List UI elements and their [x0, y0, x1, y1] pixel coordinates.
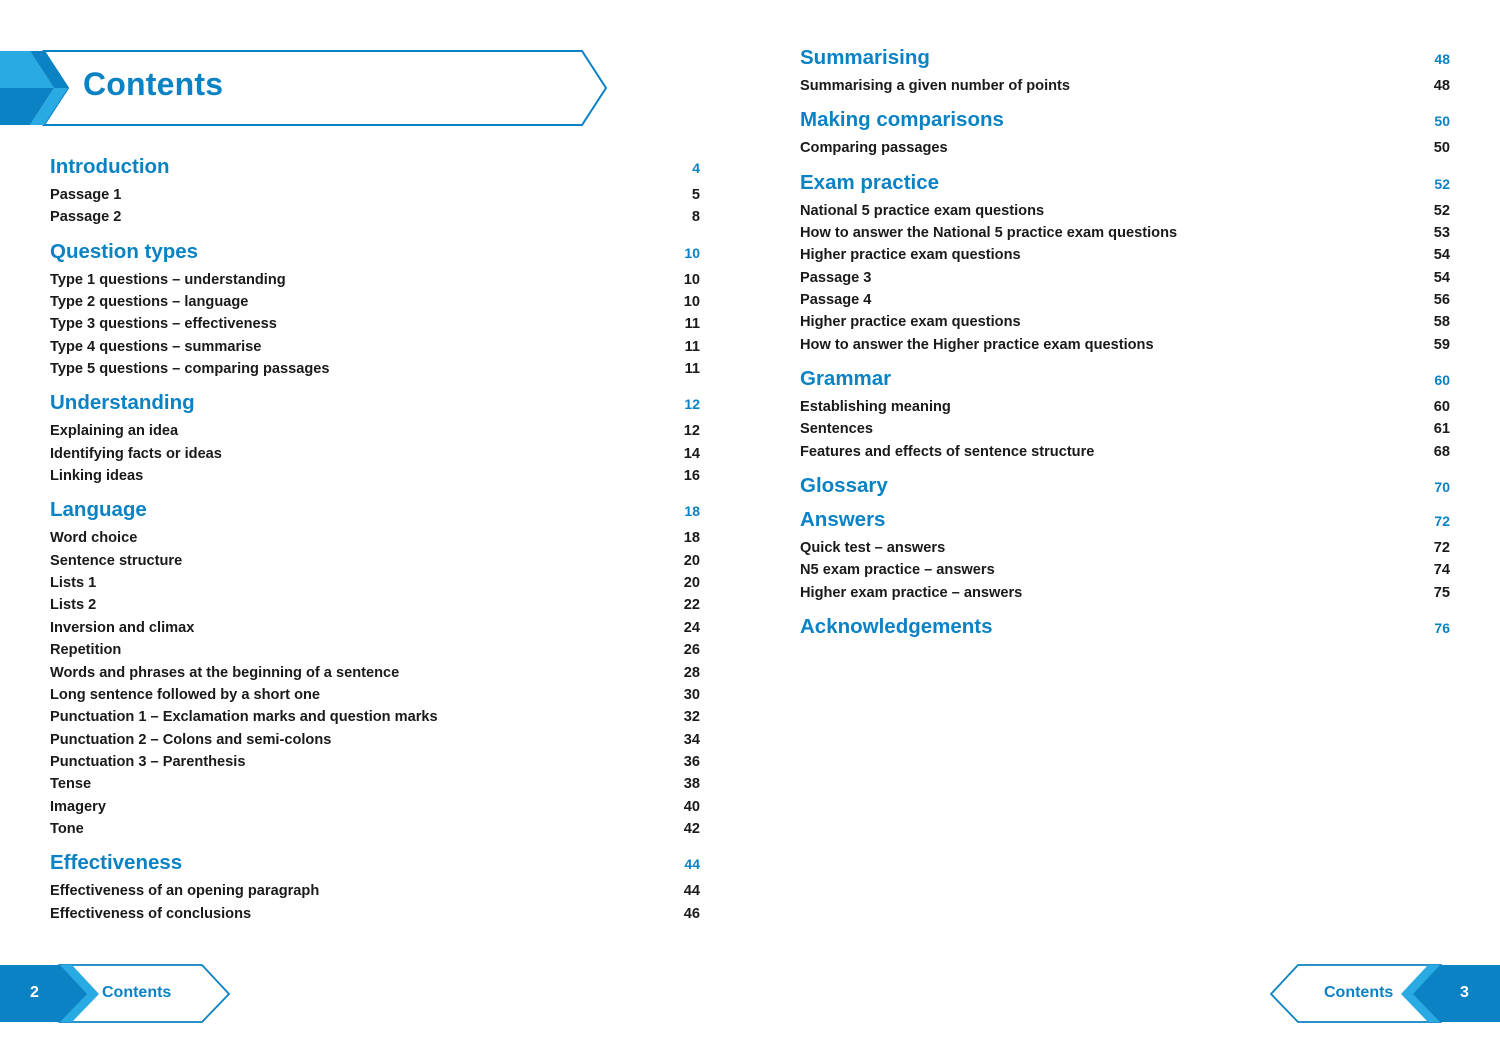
toc-section-question-types — [50, 235, 700, 387]
footer-tab-right — [1268, 964, 1500, 1024]
toc-entry[interactable] — [50, 818, 700, 840]
toc-entry[interactable] — [50, 184, 700, 206]
entry-page: 11 — [684, 316, 700, 333]
toc-entry[interactable] — [800, 582, 1450, 604]
entry-label: Comparing passages — [800, 140, 948, 157]
toc-entry[interactable] — [50, 291, 700, 313]
toc-section-heading[interactable] — [50, 846, 700, 880]
toc-entry[interactable] — [50, 684, 700, 706]
toc-entry[interactable] — [50, 617, 700, 639]
footer-tab-left — [0, 964, 232, 1024]
entry-page: 16 — [683, 468, 700, 485]
toc-entry[interactable] — [50, 773, 700, 795]
entry-label: Imagery — [50, 798, 106, 815]
entry-label: Passage 2 — [50, 209, 122, 226]
entry-page: 36 — [683, 753, 700, 770]
entry-label: Punctuation 3 – Parenthesis — [50, 753, 246, 770]
entry-label: Effectiveness of an opening paragraph — [50, 883, 320, 900]
entry-label: Lists 2 — [50, 597, 97, 614]
section-page: 44 — [684, 856, 700, 873]
toc-entry[interactable] — [800, 441, 1450, 463]
toc-section-heading[interactable] — [800, 610, 1450, 644]
toc-section-acknowledgements — [800, 610, 1450, 644]
entry-page: 10 — [683, 271, 700, 288]
toc-entry[interactable] — [50, 550, 700, 572]
entry-page: 52 — [1433, 202, 1450, 219]
entry-label: Features and effects of sentence structure — [800, 443, 1095, 460]
entry-page: 34 — [683, 731, 700, 748]
section-page: 52 — [1434, 175, 1450, 192]
entry-label: Passage 1 — [50, 187, 122, 203]
toc-section-heading[interactable] — [800, 469, 1450, 503]
section-title: Answers — [800, 508, 886, 532]
entry-label: Effectiveness of conclusions — [50, 905, 252, 922]
entry-page: 12 — [683, 423, 700, 440]
toc-section-heading[interactable] — [800, 166, 1450, 200]
toc-entry[interactable] — [50, 358, 700, 380]
toc-section-heading[interactable] — [50, 150, 700, 184]
entry-page: 59 — [1433, 336, 1450, 353]
entry-label: Linking ideas — [50, 468, 144, 485]
toc-entry[interactable] — [800, 311, 1450, 333]
entry-page: 74 — [1433, 562, 1450, 579]
entry-label: Sentence structure — [50, 552, 183, 569]
toc-entry[interactable] — [50, 796, 700, 818]
entry-label: Type 2 questions – language — [50, 294, 249, 311]
toc-entry[interactable] — [50, 572, 700, 594]
contents-column-right — [800, 41, 1450, 644]
page-number: 2 — [30, 984, 39, 1001]
entry-page: 72 — [1433, 540, 1450, 557]
section-page: 10 — [684, 244, 700, 261]
entry-page: 24 — [683, 619, 700, 636]
toc-section-glossary — [800, 469, 1450, 503]
toc-entry[interactable] — [800, 200, 1450, 222]
page-number: 3 — [1460, 984, 1469, 1001]
toc-section-heading[interactable] — [50, 386, 700, 420]
entry-label: Lists 1 — [50, 575, 97, 592]
toc-section-heading[interactable] — [800, 41, 1450, 75]
toc-section-introduction — [50, 150, 700, 235]
section-title: Glossary — [800, 474, 888, 498]
entry-label: Higher practice exam questions — [800, 314, 1021, 331]
entry-label: National 5 practice exam questions — [800, 202, 1045, 219]
entry-label: Type 5 questions – comparing passages — [50, 361, 330, 378]
toc-section-understanding — [50, 386, 700, 493]
toc-entry[interactable] — [800, 267, 1450, 289]
entry-label: Inversion and climax — [50, 619, 195, 636]
entry-page: 20 — [683, 575, 700, 592]
entry-label: Identifying facts or ideas — [50, 445, 222, 462]
entry-label: Quick test – answers — [800, 540, 946, 557]
toc-entry[interactable] — [50, 465, 700, 487]
entry-page: 56 — [1433, 292, 1450, 309]
entry-page: 54 — [1433, 269, 1450, 286]
entry-label: Words and phrases at the beginning of a sentence — [50, 664, 400, 681]
toc-section-heading[interactable] — [50, 493, 700, 527]
toc-section-heading[interactable] — [50, 235, 700, 269]
section-title: Effectiveness — [50, 851, 183, 875]
toc-entry[interactable] — [50, 706, 700, 728]
contents-column-left — [50, 150, 700, 931]
toc-entry[interactable] — [50, 269, 700, 291]
toc-entry[interactable] — [50, 313, 700, 335]
entry-label: Word choice — [50, 530, 138, 547]
toc-section-effectiveness — [50, 846, 700, 931]
toc-entry[interactable] — [800, 537, 1450, 559]
entry-page: 38 — [683, 776, 700, 793]
section-page: 18 — [684, 503, 700, 520]
entry-page: 58 — [1433, 314, 1450, 331]
toc-entry[interactable] — [50, 420, 700, 442]
section-title: Understanding — [50, 391, 195, 415]
entry-label: Tone — [50, 820, 84, 837]
section-title: Question types — [50, 239, 199, 263]
entry-label: Higher exam practice – answers — [800, 584, 1023, 601]
toc-section-making-comparisons — [800, 103, 1450, 165]
entry-label: Summarising a given number of points — [800, 78, 1071, 94]
entry-label: Punctuation 2 – Colons and semi-colons — [50, 731, 332, 748]
section-title: Grammar — [800, 367, 892, 391]
toc-entry[interactable] — [50, 206, 700, 228]
section-page: 76 — [1434, 620, 1450, 637]
toc-entry[interactable] — [800, 334, 1450, 356]
entry-label: Establishing meaning — [800, 399, 951, 416]
toc-entry[interactable] — [50, 729, 700, 751]
entry-page: 53 — [1433, 225, 1450, 242]
entry-page: 40 — [683, 798, 700, 815]
entry-page: 42 — [683, 820, 700, 837]
entry-page: 48 — [1433, 78, 1450, 94]
toc-entry[interactable] — [50, 903, 700, 925]
entry-label: How to answer the Higher practice exam questions — [800, 336, 1154, 353]
page-title: Contents — [83, 66, 224, 102]
entry-page: 26 — [683, 642, 700, 659]
entry-label: Higher practice exam questions — [800, 247, 1021, 264]
section-title: Language — [50, 498, 147, 522]
toc-section-language — [50, 493, 700, 846]
entry-label: Long sentence followed by a short one — [50, 686, 321, 703]
entry-page: 14 — [683, 445, 700, 462]
entry-page: 75 — [1433, 584, 1450, 601]
section-page: 12 — [684, 396, 700, 413]
entry-page: 18 — [683, 530, 700, 547]
entry-label: Sentences — [800, 421, 874, 438]
entry-page: 22 — [683, 597, 700, 614]
entry-page: 44 — [683, 883, 700, 900]
entry-page: 60 — [1433, 399, 1450, 416]
entry-label: Tense — [50, 776, 92, 793]
toc-entry[interactable] — [800, 75, 1450, 97]
toc-section-heading[interactable] — [800, 503, 1450, 537]
toc-entry[interactable] — [50, 662, 700, 684]
toc-section-heading[interactable] — [800, 103, 1450, 137]
footer-label: Contents — [102, 984, 172, 1001]
section-page: 70 — [1434, 479, 1450, 496]
entry-page: 68 — [1433, 443, 1450, 460]
section-title: Acknowledgements — [800, 615, 993, 639]
section-page: 48 — [1434, 51, 1450, 67]
entry-label: Punctuation 1 – Exclamation marks and question marks — [50, 709, 438, 726]
toc-entry[interactable] — [50, 880, 700, 902]
entry-page: 54 — [1433, 247, 1450, 264]
entry-label: Passage 4 — [800, 292, 872, 309]
toc-entry[interactable] — [800, 559, 1450, 581]
toc-entry[interactable] — [50, 639, 700, 661]
entry-page: 5 — [691, 187, 700, 203]
toc-entry[interactable] — [800, 244, 1450, 266]
toc-section-grammar — [800, 362, 1450, 469]
section-page: 4 — [692, 160, 700, 176]
section-title: Introduction — [50, 155, 170, 178]
entry-page: 20 — [683, 552, 700, 569]
toc-section-answers — [800, 503, 1450, 610]
entry-page: 50 — [1433, 140, 1450, 157]
toc-section-heading[interactable] — [800, 362, 1450, 396]
toc-entry[interactable] — [800, 222, 1450, 244]
entry-label: Type 4 questions – summarise — [50, 338, 262, 355]
entry-page: 11 — [684, 361, 700, 378]
section-page: 72 — [1434, 513, 1450, 530]
entry-page: 10 — [683, 294, 700, 311]
toc-entry[interactable] — [800, 418, 1450, 440]
toc-entry[interactable] — [50, 336, 700, 358]
section-page: 50 — [1434, 113, 1450, 130]
section-title: Making comparisons — [800, 108, 1004, 132]
entry-page: 11 — [684, 338, 700, 355]
entry-label: Passage 3 — [800, 269, 872, 286]
entry-page: 28 — [683, 664, 700, 681]
section-page: 60 — [1434, 372, 1450, 389]
section-title: Summarising — [800, 46, 930, 69]
entry-label: Explaining an idea — [50, 423, 179, 440]
entry-page: 61 — [1433, 421, 1450, 438]
entry-label: N5 exam practice – answers — [800, 562, 995, 579]
toc-entry[interactable] — [800, 137, 1450, 159]
section-title: Exam practice — [800, 170, 940, 194]
toc-entry[interactable] — [50, 751, 700, 773]
toc-section-summarising — [800, 41, 1450, 103]
toc-entry[interactable] — [800, 289, 1450, 311]
entry-page: 46 — [683, 905, 700, 922]
entry-label: Type 3 questions – effectiveness — [50, 316, 277, 333]
entry-label: Repetition — [50, 642, 122, 659]
entry-page: 8 — [691, 209, 700, 226]
footer-label: Contents — [1324, 984, 1394, 1001]
toc-entry[interactable] — [50, 527, 700, 549]
toc-section-exam-practice — [800, 166, 1450, 362]
entry-label: Type 1 questions – understanding — [50, 271, 286, 288]
entry-label: How to answer the National 5 practice exam questions — [800, 225, 1178, 242]
toc-entry[interactable] — [50, 443, 700, 465]
toc-entry[interactable] — [50, 594, 700, 616]
entry-page: 32 — [683, 709, 700, 726]
entry-page: 30 — [683, 686, 700, 703]
toc-entry[interactable] — [800, 396, 1450, 418]
